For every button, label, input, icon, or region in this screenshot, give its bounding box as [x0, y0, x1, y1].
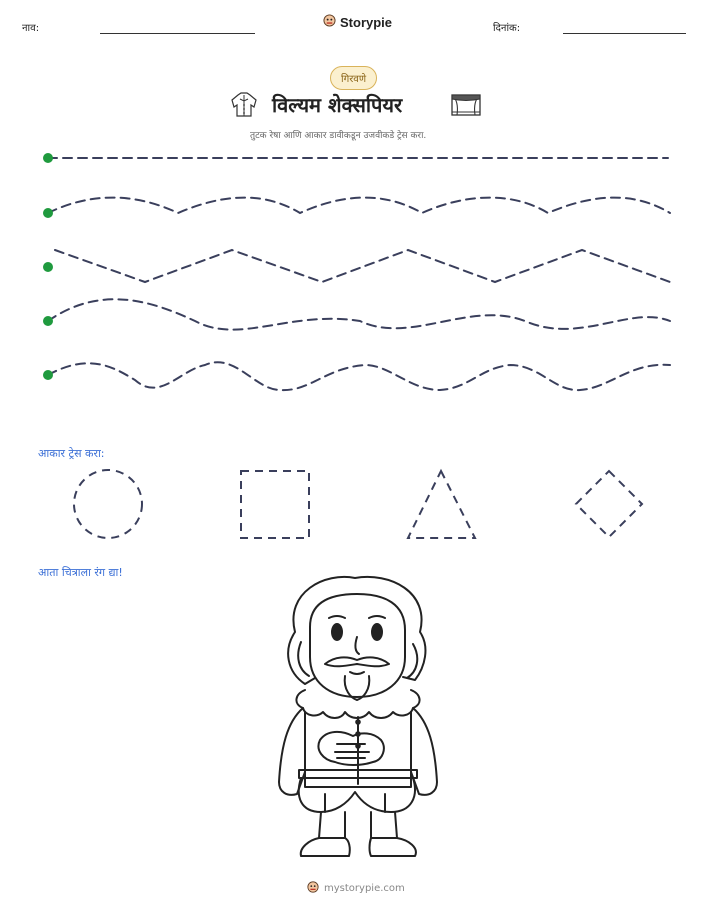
theater-stage-icon: [451, 93, 481, 121]
tracing-line-wave-3: [48, 362, 670, 390]
shape-circle: [74, 470, 142, 538]
shape-square: [241, 471, 309, 538]
shape-diamond: [576, 471, 642, 537]
doublet-icon: [229, 92, 259, 122]
shakespeare-coloring-drawing: [265, 572, 455, 867]
name-label: नाव:: [22, 23, 40, 34]
start-dot-3: [43, 262, 53, 272]
category-badge: गिरवणे: [330, 66, 377, 90]
date-label: दिनांक:: [493, 23, 521, 34]
worksheet-title: विल्यम शेक्सपियर: [272, 93, 403, 117]
start-dot-2: [43, 208, 53, 218]
tracing-line-zigzag: [55, 250, 670, 282]
section-trace-shapes: आकार ट्रेस करा:: [38, 447, 105, 460]
storypie-logo-icon: [323, 14, 336, 30]
shape-triangle: [408, 471, 475, 538]
start-dot-1: [43, 153, 53, 163]
footer-url: mystorypie.com: [324, 883, 405, 894]
name-field-line[interactable]: [100, 33, 255, 34]
storypie-logo-icon: [307, 881, 319, 896]
brand-header: [323, 14, 392, 30]
section-color-picture: आता चित्राला रंग द्या!: [38, 566, 123, 579]
date-field-line[interactable]: [563, 33, 686, 34]
tracing-line-wave-2: [48, 299, 670, 329]
tracing-line-wave-1: [48, 198, 670, 213]
tracing-shapes[interactable]: [0, 466, 709, 546]
footer-brand: [307, 881, 405, 896]
start-dot-4: [43, 316, 53, 326]
start-dot-5: [43, 370, 53, 380]
tracing-lines[interactable]: [0, 140, 709, 400]
instructions: तुटक रेषा आणि आकार डावीकडून उजवीकडे ट्रेस करा.: [250, 131, 427, 141]
brand-name: Storypie: [340, 14, 393, 30]
